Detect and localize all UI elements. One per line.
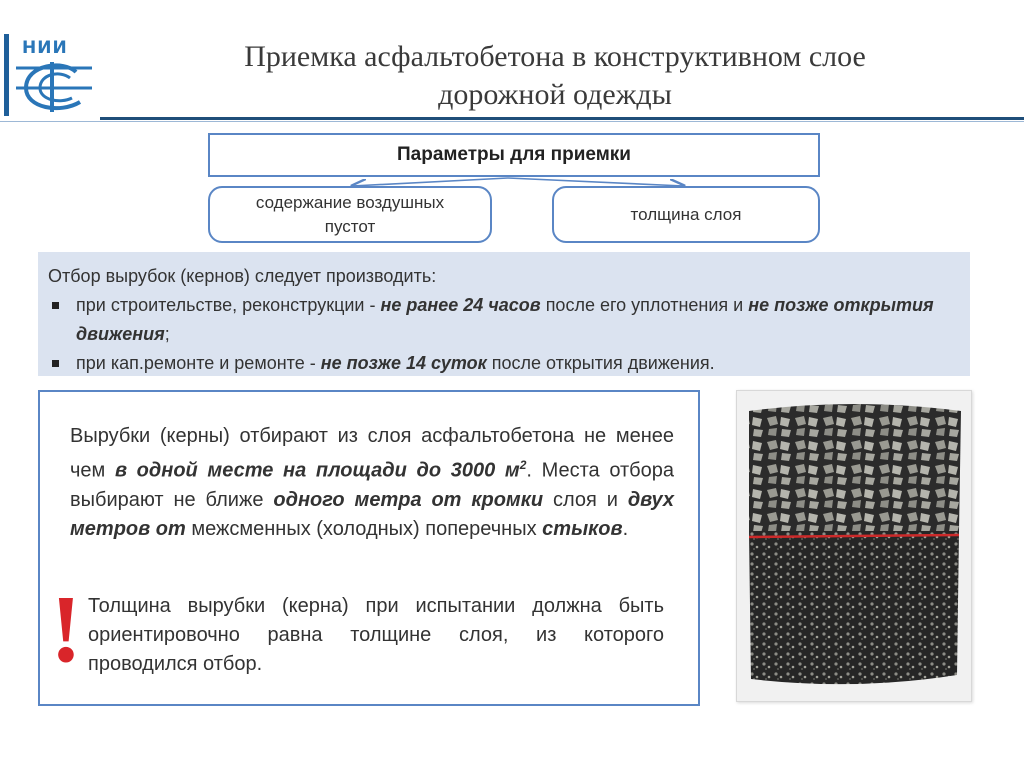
item2-emphasis-b: не позже 14 суток: [320, 353, 487, 373]
air-voids-box: [208, 186, 492, 243]
p1-text-i: .: [622, 517, 629, 540]
arrow-left: [352, 178, 508, 186]
item1-text-e: ;: [164, 324, 170, 344]
title-line-1: Приемка асфальтобетона в конструктивном слое: [244, 40, 866, 73]
sampling-panel: [38, 252, 970, 376]
p1-emphasis-b: в одной месте на площади до 3000 м: [114, 459, 520, 482]
p1-emphasis-d: одного метра от кромки: [273, 488, 544, 511]
p1-text-a: Вырубки (керны) отбирают из слоя асфальтобетона не менее чем: [70, 425, 674, 482]
bullet-icon: [52, 360, 59, 367]
arrow-right: [508, 178, 684, 186]
p1-text-c: . Места отбора выбирают не ближе: [70, 459, 675, 511]
core-sample-photo: [736, 390, 972, 702]
item1-emphasis-b: не ранее 24 часов: [380, 295, 541, 315]
list-item: [48, 291, 956, 349]
bullet-icon: [52, 302, 59, 309]
item2-text-c: после открытия движения.: [486, 353, 715, 373]
thickness-label: толщина слоя: [630, 204, 742, 224]
p1-text-g: межсменных (холодных) поперечных: [185, 517, 543, 540]
requirements-paragraph: [70, 422, 674, 544]
sampling-intro: Отбор вырубок (кернов) следует производить:: [48, 266, 437, 286]
item2-text-a: при кап.ремонте и ремонте -: [76, 353, 321, 373]
params-heading: Параметры для приемки: [396, 144, 631, 165]
p1-emphasis-f: двух метров от: [70, 488, 674, 540]
p1-superscript: 2: [519, 458, 527, 472]
thickness-box: [552, 186, 820, 243]
list-item: [48, 349, 956, 378]
thickness-note: Толщина вырубки (керна) при испытании должна быть ориентировочно равна толщине слоя, из которого проводился отбор.: [88, 595, 664, 675]
item1-text-c: после его уплотнения и: [540, 295, 749, 315]
connector-arrows: [0, 0, 1024, 260]
sampling-list: [48, 291, 956, 378]
p1-text-e: слоя и: [543, 488, 628, 511]
item1-text-a: при строительстве, реконструкции -: [76, 295, 381, 315]
item1-emphasis-d: не позже открытия движения: [76, 295, 934, 344]
warning-mark-icon: !: [50, 575, 82, 682]
title-line-2: дорожной одежды: [438, 78, 672, 111]
air-voids-line-2: пустот: [324, 216, 376, 236]
p1-emphasis-h: стыков: [542, 517, 623, 540]
air-voids-line-1: содержание воздушных: [255, 192, 445, 212]
asphalt-core-image: [737, 391, 973, 703]
logo-text: НИИ: [22, 38, 68, 58]
